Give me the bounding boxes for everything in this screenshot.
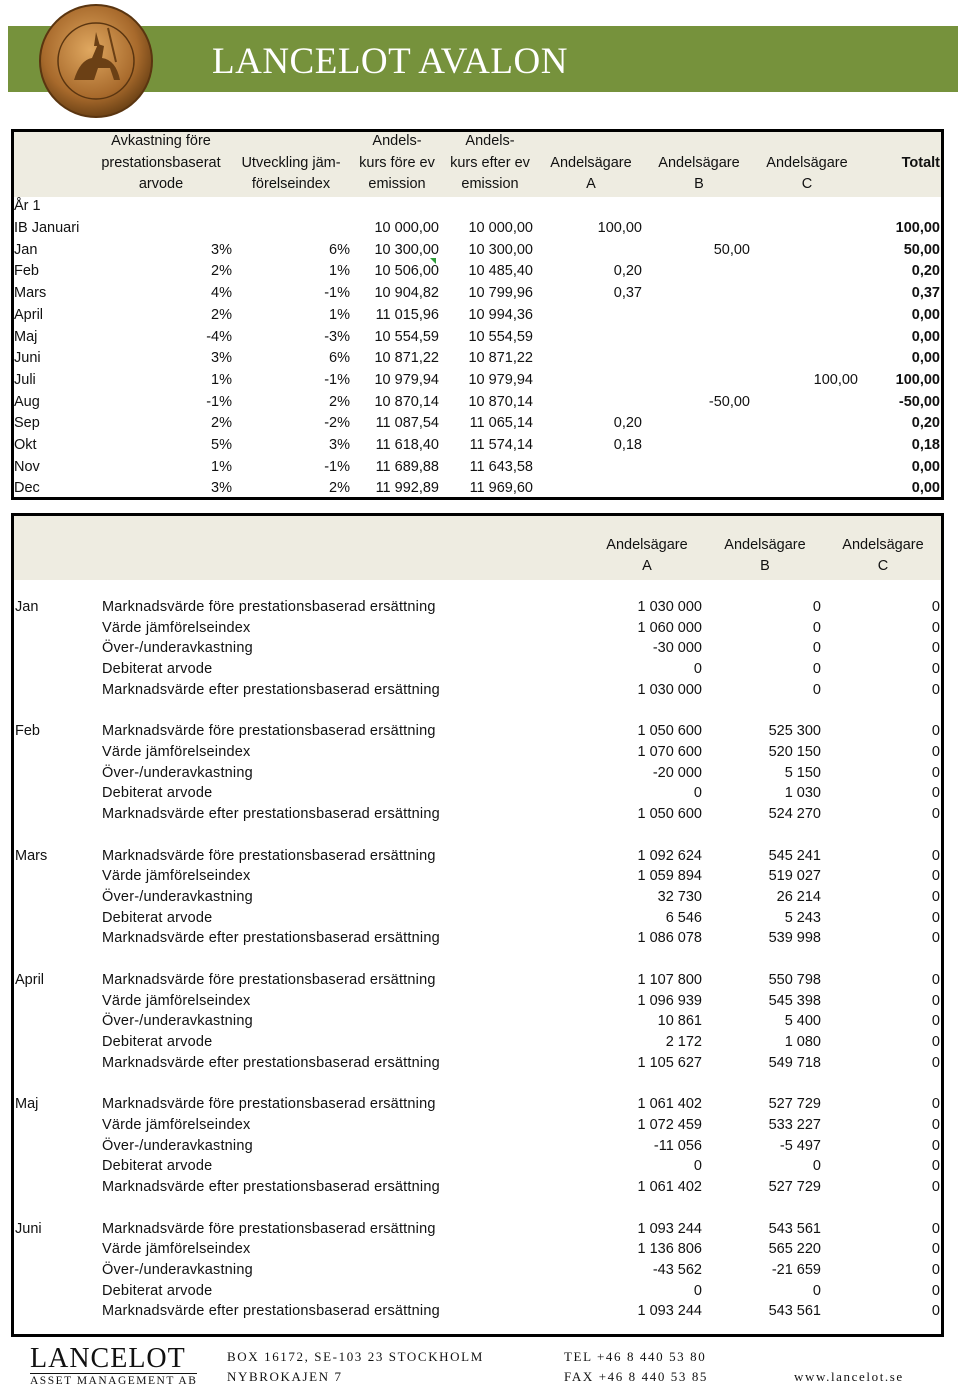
column-header-line: C xyxy=(801,176,813,193)
metric-label: Debiterat arvode xyxy=(102,661,213,678)
metric-value: -5 497 xyxy=(779,1137,821,1154)
metric-value: 550 798 xyxy=(768,971,821,988)
footer-address-line2: NYBROKAJEN 7 xyxy=(227,1369,343,1384)
metric-value: 0 xyxy=(931,723,940,740)
column-header-line: B xyxy=(694,176,704,193)
metric-value: 0 xyxy=(931,1013,940,1030)
metric-label: Över-/underavkastning xyxy=(102,889,253,905)
table-cell-avk: 5% xyxy=(211,437,232,453)
month-label: Maj xyxy=(15,1096,39,1113)
column-header-line: förelseindex xyxy=(251,176,331,193)
metric-value: 0 xyxy=(931,909,940,926)
metric-value: 2 172 xyxy=(665,1034,702,1050)
table-cell-efter: 11 969,60 xyxy=(469,480,533,497)
table-cell-fore: 11 087,54 xyxy=(375,415,439,432)
owner-column-header: B xyxy=(760,558,770,574)
table-cell-efter: 10 485,40 xyxy=(468,263,533,280)
metric-value: 565 220 xyxy=(768,1241,821,1258)
metric-value: 0 xyxy=(931,1282,940,1299)
metric-value: 527 729 xyxy=(768,1096,821,1113)
column-header-line: A xyxy=(586,176,596,193)
column-header-line: prestationsbaserat xyxy=(101,154,221,171)
comment-marker xyxy=(430,258,436,264)
table-row-label: Okt xyxy=(14,437,37,453)
footer-logo-subtitle: ASSET MANAGEMENT AB xyxy=(30,1375,198,1387)
metric-label: Marknadsvärde efter prestationsbaserad ersättning xyxy=(102,806,440,823)
table-cell-fore: 10 979,94 xyxy=(374,371,439,388)
metric-value: 0 xyxy=(812,1282,821,1299)
table-cell-fore: 11 015,96 xyxy=(375,306,439,323)
metric-value: 0 xyxy=(931,1158,940,1175)
table-row-label: Aug xyxy=(14,393,40,410)
metric-value: 0 xyxy=(693,1282,702,1299)
table-cell-tot: 50,00 xyxy=(903,241,940,258)
metric-label: Över-/underavkastning xyxy=(102,1261,253,1278)
metric-value: 1 059 894 xyxy=(637,868,702,885)
metric-label: Marknadsvärde efter prestationsbaserad ersättning xyxy=(102,1054,440,1071)
column-header-line: Andels- xyxy=(372,133,422,149)
table-cell-utv: 6% xyxy=(329,350,350,367)
metric-value: 519 027 xyxy=(768,868,821,885)
metric-value: 0 xyxy=(693,661,702,678)
metric-value: 26 214 xyxy=(776,889,821,905)
table-cell-tot: 100,00 xyxy=(895,220,940,236)
metric-value: 0 xyxy=(812,640,821,657)
table-cell-avk: 3% xyxy=(211,480,232,497)
metric-value: 0 xyxy=(931,1261,940,1278)
metric-value: 1 030 000 xyxy=(637,599,702,615)
metric-value: -43 562 xyxy=(652,1261,702,1278)
footer-logo-name: LANCELOT xyxy=(30,1343,186,1374)
owner-column-header: C xyxy=(877,558,889,574)
metric-label: Marknadsvärde före prestationsbaserad ersättning xyxy=(102,599,436,615)
metric-value: 0 xyxy=(931,619,940,636)
table-cell-tot: 0,18 xyxy=(911,437,940,453)
metric-value: 0 xyxy=(931,971,940,988)
table-row-label: Nov xyxy=(14,458,40,475)
metric-label: Marknadsvärde före prestationsbaserad ersättning xyxy=(102,723,436,740)
table-cell-tot: -50,00 xyxy=(898,393,940,410)
footer-telephone: TEL +46 8 440 53 80 xyxy=(564,1349,707,1364)
column-header-line: emission xyxy=(368,176,426,193)
month-label: Feb xyxy=(15,723,40,740)
metric-value: 533 227 xyxy=(768,1116,821,1133)
month-label: Jan xyxy=(15,599,39,615)
metric-value: 0 xyxy=(931,1034,940,1050)
metric-label: Värde jämförelseindex xyxy=(102,992,251,1009)
footer-website[interactable]: www.lancelot.se xyxy=(794,1369,904,1384)
metric-value: 0 xyxy=(931,889,940,905)
metric-value: 1 093 244 xyxy=(637,1303,702,1320)
table-cell-fore: 11 618,40 xyxy=(375,437,439,453)
table-cell-fore: 10 871,22 xyxy=(374,350,439,367)
table-cell-efter: 10 554,59 xyxy=(468,328,533,345)
metric-label: Över-/underavkastning xyxy=(102,640,253,657)
metric-value: 0 xyxy=(931,640,940,657)
metric-value: 0 xyxy=(812,1158,821,1175)
column-header-line: kurs före ev xyxy=(359,154,435,171)
metric-value: 32 730 xyxy=(657,889,702,905)
metric-value: 1 070 600 xyxy=(637,744,702,760)
metric-value: 0 xyxy=(812,619,821,636)
year-label: År 1 xyxy=(14,198,41,214)
metric-label: Debiterat arvode xyxy=(102,1158,213,1175)
table-row-label: April xyxy=(14,306,44,323)
table-row-label: Feb xyxy=(14,263,39,280)
table-cell-tot: 0,37 xyxy=(911,285,940,302)
table-cell-avk: 2% xyxy=(211,306,232,323)
table-cell-avk: 1% xyxy=(211,458,232,475)
table-cell-avk: 2% xyxy=(211,263,232,280)
table-cell-avk: 3% xyxy=(211,350,232,367)
table-cell-a: 0,18 xyxy=(613,437,642,453)
table-cell-a: 0,37 xyxy=(613,285,642,302)
table-cell-utv: -1% xyxy=(324,285,350,302)
table-row-label: Maj xyxy=(14,328,38,345)
metric-label: Värde jämförelseindex xyxy=(102,1241,251,1258)
table-cell-fore: 11 992,89 xyxy=(375,480,439,497)
metric-label: Värde jämförelseindex xyxy=(102,1116,251,1133)
metric-value: -30 000 xyxy=(652,640,702,657)
table-cell-utv: 1% xyxy=(329,306,350,323)
metric-value: 1 080 xyxy=(784,1034,821,1050)
metric-value: 5 150 xyxy=(784,764,821,781)
table-cell-fore: 10 300,00 xyxy=(374,241,439,258)
table-cell-utv: -1% xyxy=(324,458,350,475)
metric-value: 520 150 xyxy=(768,744,821,760)
table-cell-efter: 10 871,22 xyxy=(468,350,533,367)
metric-value: 0 xyxy=(931,1241,940,1258)
table-cell-efter: 10 799,96 xyxy=(468,285,533,302)
metric-value: 1 093 244 xyxy=(637,1220,702,1237)
table-cell-efter: 10 979,94 xyxy=(468,371,533,388)
table-cell-utv: 2% xyxy=(329,480,350,497)
metric-value: 10 861 xyxy=(657,1013,702,1030)
table-row-label: Dec xyxy=(14,480,40,497)
metric-value: 0 xyxy=(931,681,940,698)
metric-label: Marknadsvärde efter prestationsbaserad ersättning xyxy=(102,1303,440,1320)
footer-address-line1: BOX 16172, SE-103 23 STOCKHOLM xyxy=(227,1349,484,1364)
owner-column-header: Andelsägare xyxy=(842,537,924,553)
metric-label: Värde jämförelseindex xyxy=(102,868,251,885)
table-cell-avk: -1% xyxy=(206,393,232,410)
column-header-line: Andelsägare xyxy=(658,154,740,171)
metric-value: 1 061 402 xyxy=(637,1096,702,1113)
metric-value: 0 xyxy=(931,785,940,802)
metric-label: Marknadsvärde före prestationsbaserad ersättning xyxy=(102,971,436,988)
table-cell-avk: 2% xyxy=(211,415,232,432)
table-row-label: Sep xyxy=(14,415,40,432)
metric-value: 0 xyxy=(931,847,940,864)
table-cell-utv: 6% xyxy=(329,241,350,258)
table-row-label: IB Januari xyxy=(14,220,80,236)
metric-value: 545 241 xyxy=(768,847,821,864)
metric-value: 0 xyxy=(931,1303,940,1320)
table-cell-utv: -1% xyxy=(324,371,350,388)
metric-label: Debiterat arvode xyxy=(102,1282,213,1299)
metric-value: 0 xyxy=(931,930,940,947)
column-header-line: kurs efter ev xyxy=(450,154,530,171)
table-cell-tot: 100,00 xyxy=(895,371,940,388)
column-header-line: Avkastning före xyxy=(111,133,211,149)
month-label: Mars xyxy=(15,847,48,864)
metric-label: Marknadsvärde före prestationsbaserad ersättning xyxy=(102,1096,436,1113)
column-header-line: Andelsägare xyxy=(766,154,848,171)
metric-value: -11 056 xyxy=(653,1137,702,1154)
table-cell-b: 50,00 xyxy=(713,241,750,258)
metric-label: Värde jämförelseindex xyxy=(102,619,251,636)
metric-value: 0 xyxy=(931,1137,940,1154)
metric-value: 0 xyxy=(931,1220,940,1237)
metric-label: Över-/underavkastning xyxy=(102,1137,253,1154)
metric-label: Marknadsvärde efter prestationsbaserad ersättning xyxy=(102,681,440,698)
table-cell-tot: 0,00 xyxy=(911,458,940,475)
metric-label: Debiterat arvode xyxy=(102,909,213,926)
metric-value: 5 400 xyxy=(784,1013,821,1030)
metric-value: 0 xyxy=(931,868,940,885)
metric-value: 0 xyxy=(812,681,821,698)
metric-value: 543 561 xyxy=(768,1220,821,1237)
metric-value: 1 092 624 xyxy=(637,847,702,864)
column-header-line: Andels- xyxy=(465,133,515,149)
table-cell-fore: 10 000,00 xyxy=(374,220,439,236)
table-cell-fore: 10 554,59 xyxy=(374,328,439,345)
table-cell-efter: 11 643,58 xyxy=(469,458,533,475)
table-cell-tot: 0,00 xyxy=(911,306,940,323)
footer-logo xyxy=(30,1345,197,1387)
metric-label: Värde jämförelseindex xyxy=(102,744,251,760)
metric-value: 1 136 806 xyxy=(637,1241,702,1258)
table-cell-efter: 10 300,00 xyxy=(468,241,533,258)
footer-fax: FAX +46 8 440 53 85 xyxy=(564,1369,709,1384)
metric-value: 0 xyxy=(931,1179,940,1195)
table-cell-avk: 4% xyxy=(211,285,232,302)
table-cell-utv: 3% xyxy=(329,437,350,453)
metric-label: Över-/underavkastning xyxy=(102,1013,253,1030)
metric-value: 1 030 xyxy=(784,785,821,802)
metric-value: 1 105 627 xyxy=(637,1054,702,1071)
table-cell-efter: 11 574,14 xyxy=(469,437,533,453)
table-cell-efter: 10 870,14 xyxy=(468,393,533,410)
table-row-label: Juli xyxy=(14,371,36,388)
table-cell-avk: 1% xyxy=(211,371,232,388)
metric-value: 0 xyxy=(693,785,702,802)
table-cell-efter: 10 000,00 xyxy=(468,220,533,236)
metric-value: -20 000 xyxy=(652,764,702,781)
table-cell-tot: 0,20 xyxy=(911,263,940,280)
metric-value: 1 050 600 xyxy=(637,806,702,823)
metric-label: Marknadsvärde efter prestationsbaserad ersättning xyxy=(102,1179,440,1195)
table-cell-tot: 0,20 xyxy=(911,415,940,432)
table-cell-tot: 0,00 xyxy=(911,328,940,345)
column-header-line: Totalt xyxy=(901,154,940,171)
metric-value: 1 060 000 xyxy=(637,619,702,636)
metric-value: 6 546 xyxy=(665,909,702,926)
metric-value: 545 398 xyxy=(768,992,821,1009)
metric-value: 539 998 xyxy=(768,930,821,947)
metric-label: Marknadsvärde före prestationsbaserad ersättning xyxy=(102,1220,436,1237)
metric-value: 0 xyxy=(931,1054,940,1071)
table-cell-avk: -4% xyxy=(206,328,232,345)
metric-label: Debiterat arvode xyxy=(102,1034,213,1050)
metric-value: 5 243 xyxy=(784,909,821,926)
table-cell-utv: 2% xyxy=(329,393,350,410)
metric-value: 0 xyxy=(931,764,940,781)
metric-value: 0 xyxy=(931,1096,940,1113)
table-cell-tot: 0,00 xyxy=(911,350,940,367)
table-cell-a: 100,00 xyxy=(597,220,642,236)
metric-value: 1 096 939 xyxy=(637,992,702,1009)
table-cell-efter: 10 994,36 xyxy=(468,306,533,323)
table-cell-utv: 1% xyxy=(329,263,350,280)
table-cell-utv: -3% xyxy=(324,328,350,345)
table-cell-a: 0,20 xyxy=(613,263,642,280)
owner-column-header: A xyxy=(642,558,652,574)
metric-value: 1 086 078 xyxy=(637,930,702,947)
metric-value: -21 659 xyxy=(771,1261,821,1278)
metric-value: 0 xyxy=(931,744,940,760)
metric-value: 0 xyxy=(812,599,821,615)
metric-value: 0 xyxy=(931,599,940,615)
metric-label: Marknadsvärde efter prestationsbaserad ersättning xyxy=(102,930,440,947)
metric-value: 1 072 459 xyxy=(637,1116,702,1133)
metric-value: 1 061 402 xyxy=(637,1179,702,1195)
page-title: LANCELOT AVALON xyxy=(212,41,568,82)
metric-value: 549 718 xyxy=(768,1054,821,1071)
table-cell-c: 100,00 xyxy=(813,371,858,388)
table-cell-fore: 11 689,88 xyxy=(375,458,439,475)
metric-value: 524 270 xyxy=(768,806,821,823)
table-cell-a: 0,20 xyxy=(613,415,642,432)
metric-value: 1 050 600 xyxy=(637,723,702,740)
metric-label: Över-/underavkastning xyxy=(102,764,253,781)
column-header-line: emission xyxy=(461,176,519,193)
metric-value: 0 xyxy=(812,661,821,678)
metric-value: 1 030 000 xyxy=(637,681,702,698)
metric-value: 0 xyxy=(931,992,940,1009)
metric-label: Debiterat arvode xyxy=(102,785,213,802)
metric-value: 0 xyxy=(693,1158,702,1175)
table-row-label: Juni xyxy=(14,350,41,367)
metric-value: 543 561 xyxy=(768,1303,821,1320)
metric-value: 527 729 xyxy=(768,1179,821,1195)
table-cell-tot: 0,00 xyxy=(911,480,940,497)
month-label: Juni xyxy=(15,1220,42,1237)
metric-value: 525 300 xyxy=(768,723,821,740)
metric-value: 1 107 800 xyxy=(637,971,702,988)
column-header-line: Utveckling jäm- xyxy=(241,154,341,171)
owner-column-header: Andelsägare xyxy=(606,537,688,553)
metric-value: 0 xyxy=(931,806,940,823)
table-row-label: Mars xyxy=(14,285,47,302)
metric-label: Marknadsvärde före prestationsbaserad ersättning xyxy=(102,847,436,864)
owner-column-header: Andelsägare xyxy=(724,537,806,553)
column-header-line: Andelsägare xyxy=(550,154,632,171)
table-cell-fore: 10 506,00 xyxy=(374,263,439,280)
table-cell-avk: 3% xyxy=(211,241,232,258)
lancelot-seal-logo xyxy=(36,2,156,120)
table-cell-fore: 10 870,14 xyxy=(374,393,439,410)
column-header-line: arvode xyxy=(138,176,184,193)
month-label: April xyxy=(15,971,45,988)
table-cell-utv: -2% xyxy=(324,415,350,432)
metric-value: 0 xyxy=(931,1116,940,1133)
metric-value: 0 xyxy=(931,661,940,678)
table-cell-fore: 10 904,82 xyxy=(374,285,439,302)
table-row-label: Jan xyxy=(14,241,38,258)
table-cell-b: -50,00 xyxy=(708,393,750,410)
table-cell-efter: 11 065,14 xyxy=(469,415,533,432)
